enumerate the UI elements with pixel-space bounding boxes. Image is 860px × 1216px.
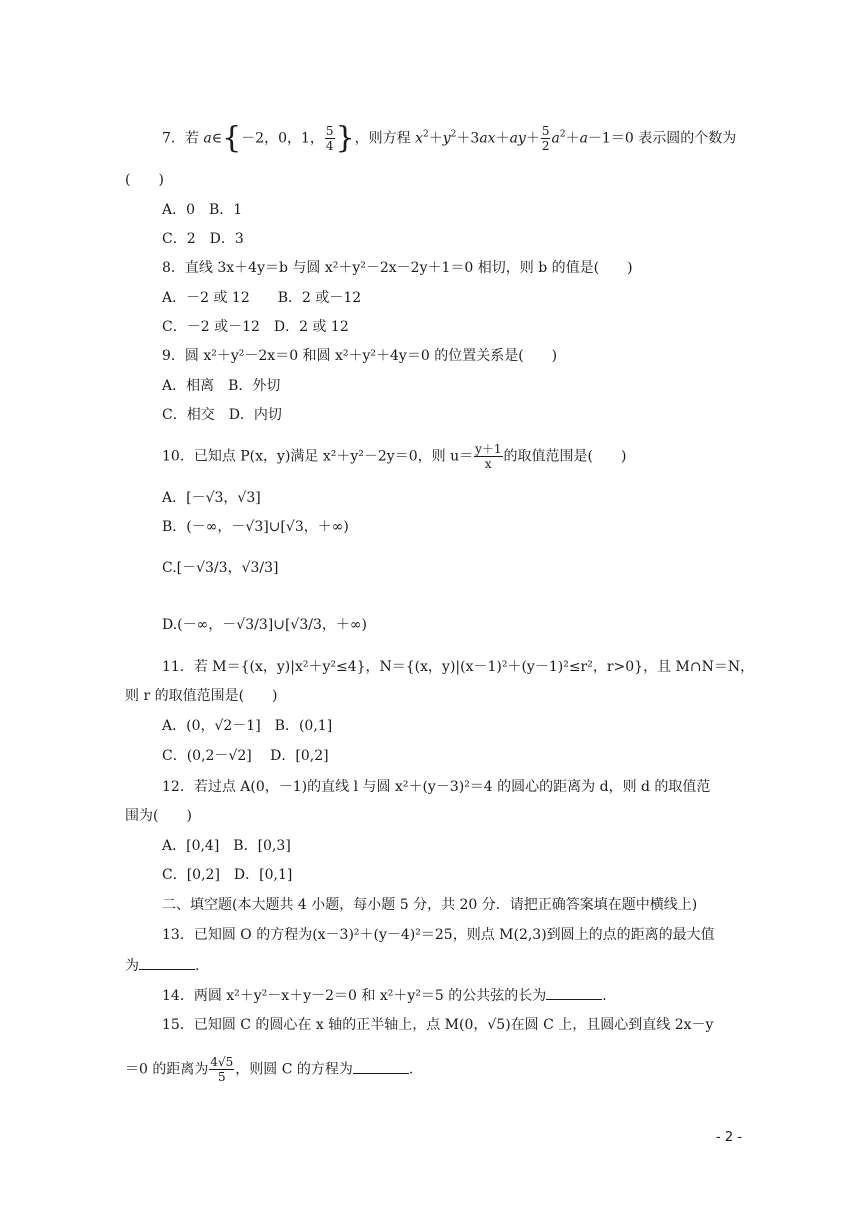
q10-option-b: B．(－∞，－√3]∪[√3，＋∞) (162, 519, 349, 535)
q11-stem-line2: 则 r 的取值范围是( ) (125, 688, 278, 704)
q11-stem-line1: 11．若 M＝{(x，y)|x²＋y²≤4}，N＝{(x，y)|(x－1)²＋(y－1)²≤r²，r>0}，且 M∩N＝N， (162, 659, 755, 675)
q10-option-d: D.(－∞，－√3/3]∪[√3/3，＋∞) (162, 617, 367, 633)
q15-text-a: ＝0 的距离为 (125, 1061, 209, 1078)
q7-set-values: －2，0，1， (241, 130, 324, 147)
answer-blank[interactable] (353, 1059, 409, 1074)
q13-stem-line1: 13．已知圆 O 的方程为(x－3)²＋(y－4)²＝25，则点 M(2,3)到圆上的点的距离的最大值 (162, 927, 715, 943)
q7-text-c: 表示圆的个数为 (638, 130, 737, 147)
q10-text-a: 10．已知点 P(x，y)满足 x²＋y²－2y＝0，则 u＝ (162, 448, 474, 465)
q12-option-ab: A．[0,4] B．[0,3] (162, 838, 291, 854)
q15-text-c: . (408, 1061, 414, 1078)
frac-den: 2 (541, 139, 550, 153)
q10-text-b: 的取值范围是( ) (503, 448, 627, 465)
q9-stem: 9．圆 x²＋y²－2x＝0 和圆 x²＋y²＋4y＝0 的位置关系是( ) (162, 348, 558, 364)
q12-stem-line2: 围为( ) (125, 808, 192, 824)
q10-stem (162, 442, 626, 471)
q9-option-ab: A．相离 B．外切 (162, 378, 281, 394)
q15-text-b: ，则圆 C 的方程为 (235, 1061, 353, 1078)
q7-stem: 7．若 a∈{－2，0，1， $\frac{5}{4}$ }，则方程 $x^2+y^2+3ax+ay+$ $\frac{5}{2}$ $a^2+a-1=0$ 表示圆的个数为 (162, 120, 737, 156)
q14-text-a: 14．两圆 x²＋y²－x＋y－2＝0 和 x²＋y²＝5 的公共弦的长为 (162, 988, 547, 1004)
q8-option-cd: C．－2 或－12 D．2 或 12 (162, 319, 349, 335)
q13-stem-line2 (125, 955, 199, 976)
q15-stem-line1: 15．已知圆 C 的圆心在 x 轴的正半轴上，点 M(0，√5)在圆 C 上，且圆心到直线 2x－y (162, 1017, 714, 1033)
q8-option-ab: A．－2 或 12 B．2 或－12 (162, 290, 362, 306)
answer-blank[interactable] (139, 955, 195, 970)
answer-blank[interactable] (546, 985, 602, 1000)
q7-text-a: 7．若 (162, 130, 204, 147)
right-brace: } (335, 120, 355, 156)
frac-num: 5 (325, 124, 334, 138)
fraction-5-4 (325, 124, 335, 153)
fraction-4root5-5 (209, 1055, 234, 1084)
q11-option-cd: C．(0,2－√2] D．[0,2] (162, 748, 329, 764)
q10-option-c: C.[－√3/3，√3/3] (162, 560, 279, 576)
frac-num: y＋1 (475, 442, 502, 456)
frac-den: x (484, 457, 492, 471)
page-number: - 2 - (716, 1130, 742, 1145)
q14-stem (162, 985, 607, 1006)
q8-stem: 8．直线 3x＋4y＝b 与圆 x²＋y²－2x－2y＋1＝0 相切，则 b 的值是( ) (162, 260, 633, 276)
q15-stem-line2 (125, 1055, 413, 1084)
q12-option-cd: C．[0,2] D．[0,1] (162, 867, 293, 883)
q7-option-ab: A．0 B．1 (162, 202, 243, 218)
section-2-heading: 二、填空题(本大题共 4 小题，每小题 5 分，共 20 分．请把正确答案填在题中横线上) (162, 897, 698, 913)
fraction-5-2 (541, 124, 551, 153)
fraction-y1-x (474, 442, 502, 471)
q13-text-a: 为 (125, 958, 139, 974)
left-brace: { (222, 120, 242, 156)
q7-text-b: ，则方程 (354, 130, 416, 147)
q9-option-cd: C．相交 D．内切 (162, 407, 282, 423)
q13-text-b: . (195, 958, 200, 974)
frac-num: 4√5 (210, 1055, 234, 1069)
q12-stem-line1: 12．若过点 A(0，－1)的直线 l 与圆 x²＋(y－3)²＝4 的圆心的距离为 d，则 d 的取值范 (162, 779, 711, 795)
q14-text-b: . (602, 988, 607, 1004)
frac-den: 4 (325, 139, 334, 153)
q11-option-ab: A．(0，√2－1] B．(0,1] (162, 718, 333, 734)
q7-paren: ( ) (125, 172, 164, 188)
frac-num: 5 (541, 124, 550, 138)
q10-option-a: A．[－√3，√3] (162, 490, 261, 506)
q7-option-cd: C．2 D．3 (162, 231, 244, 247)
frac-den: 5 (218, 1070, 226, 1084)
